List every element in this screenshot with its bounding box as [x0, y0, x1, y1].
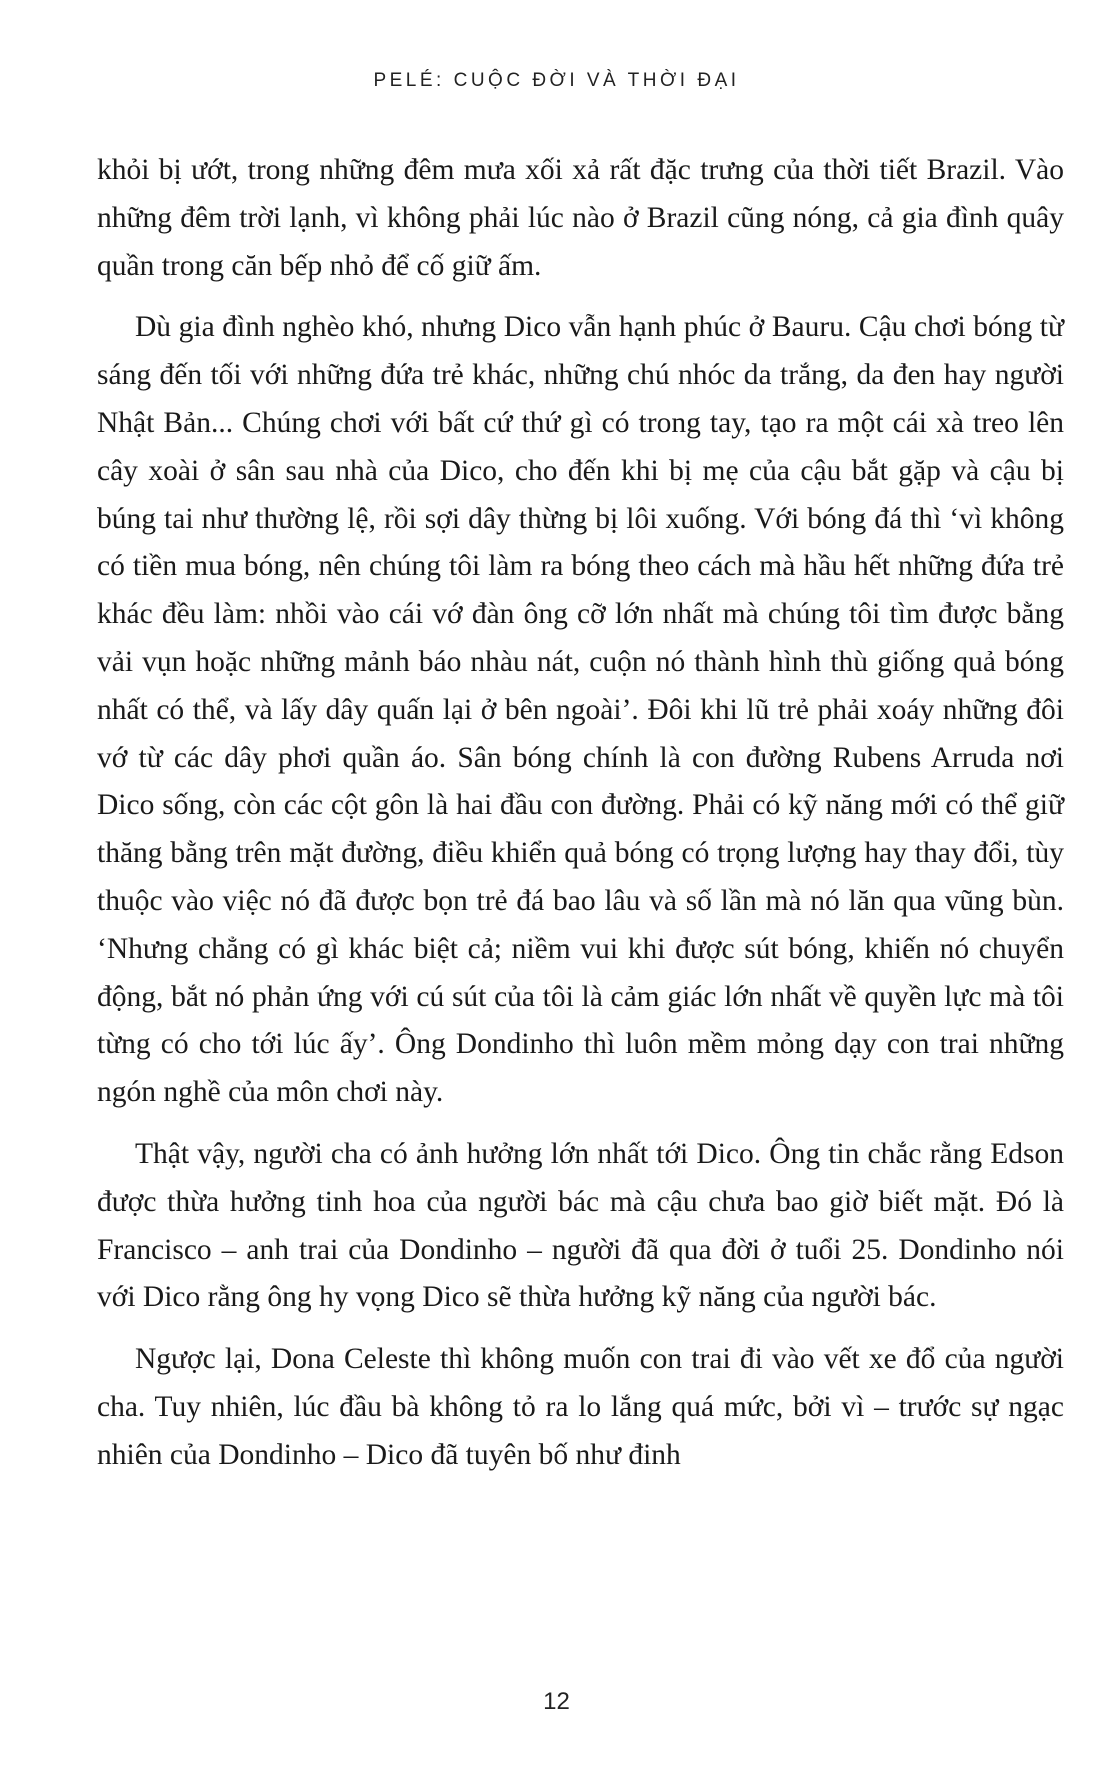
paragraph-continuation: khỏi bị ướt, trong những đêm mưa xối xả rất đặc trưng của thời tiết Brazil. Vào những đêm trời lạnh, vì không phải lúc nào ở Brazil cũng nóng, cả gia đình quây quần trong căn bếp nhỏ để cố giữ ấm.	[97, 154, 1064, 282]
paragraph-childhood-football: Dù gia đình nghèo khó, nhưng Dico vẫn hạnh phúc ở Bauru. Cậu chơi bóng từ sáng đến tối với những đứa trẻ khác, những chú nhóc da trắng, da đen hay người Nhật Bản... Chúng chơi với bất cứ thứ gì có trong tay, tạo ra một cái xà treo lên cây xoài ở sân sau nhà của Dico, cho đến khi bị mẹ của cậu bắt gặp và cậu bị búng tai như thường lệ, rồi sợi dây thừng bị lôi xuống. Với bóng đá thì ‘vì không có tiền mua bóng, nên chúng tôi làm ra bóng theo cách mà hầu hết những đứa trẻ khác đều làm: nhồi vào cái vớ đàn ông cỡ lớn nhất mà chúng tôi tìm được bằng vải vụn hoặc những mảnh báo nhàu nát, cuộn nó thành hình thù giống quả bóng nhất có thể, và lấy dây quấn lại ở bên ngoài’. Đôi khi lũ trẻ phải xoáy những đôi vớ từ các dây phơi quần áo. Sân bóng chính là con đường Rubens Arruda nơi Dico sống, còn các cột gôn là hai đầu con đường. Phải có kỹ năng mới có thể giữ thăng bằng trên mặt đường, điều khiển quả bóng có trọng lượng hay thay đổi, tùy thuộc vào việc nó đã được bọn trẻ đá bao lâu và số lần mà nó lăn qua vũng bùn. ‘Nhưng chẳng có gì khác biệt cả; niềm vui khi được sút bóng, khiến nó chuyển động, bắt nó phản ứng với cú sút của tôi là cảm giác lớn nhất về quyền lực mà tôi từng có cho tới lúc ấy’. Ông Dondinho thì luôn mềm mỏng dạy con trai những ngón nghề của môn chơi này.	[97, 311, 1064, 1109]
page-number: 12	[543, 1688, 570, 1715]
running-header: PELÉ: CUỘC ĐỜI VÀ THỜI ĐẠI	[373, 70, 740, 91]
paragraph-father-influence: Thật vậy, người cha có ảnh hưởng lớn nhất tới Dico. Ông tin chắc rằng Edson được thừa hưởng tinh hoa của người bác mà cậu chưa bao giờ biết mặt. Đó là Francisco – anh trai của Dondinho – người đã qua đời ở tuổi 25. Dondinho nói với Dico rằng ông hy vọng Dico sẽ thừa hưởng kỹ năng của người bác.	[97, 1137, 1064, 1314]
body-text	[97, 147, 1064, 1494]
paragraph-mother-view: Ngược lại, Dona Celeste thì không muốn con trai đi vào vết xe đổ của người cha. Tuy nhiên, lúc đầu bà không tỏ ra lo lắng quá mức, bởi vì – trước sự ngạc nhiên của Dondinho – Dico đã tuyên bố như đinh	[97, 1343, 1064, 1471]
